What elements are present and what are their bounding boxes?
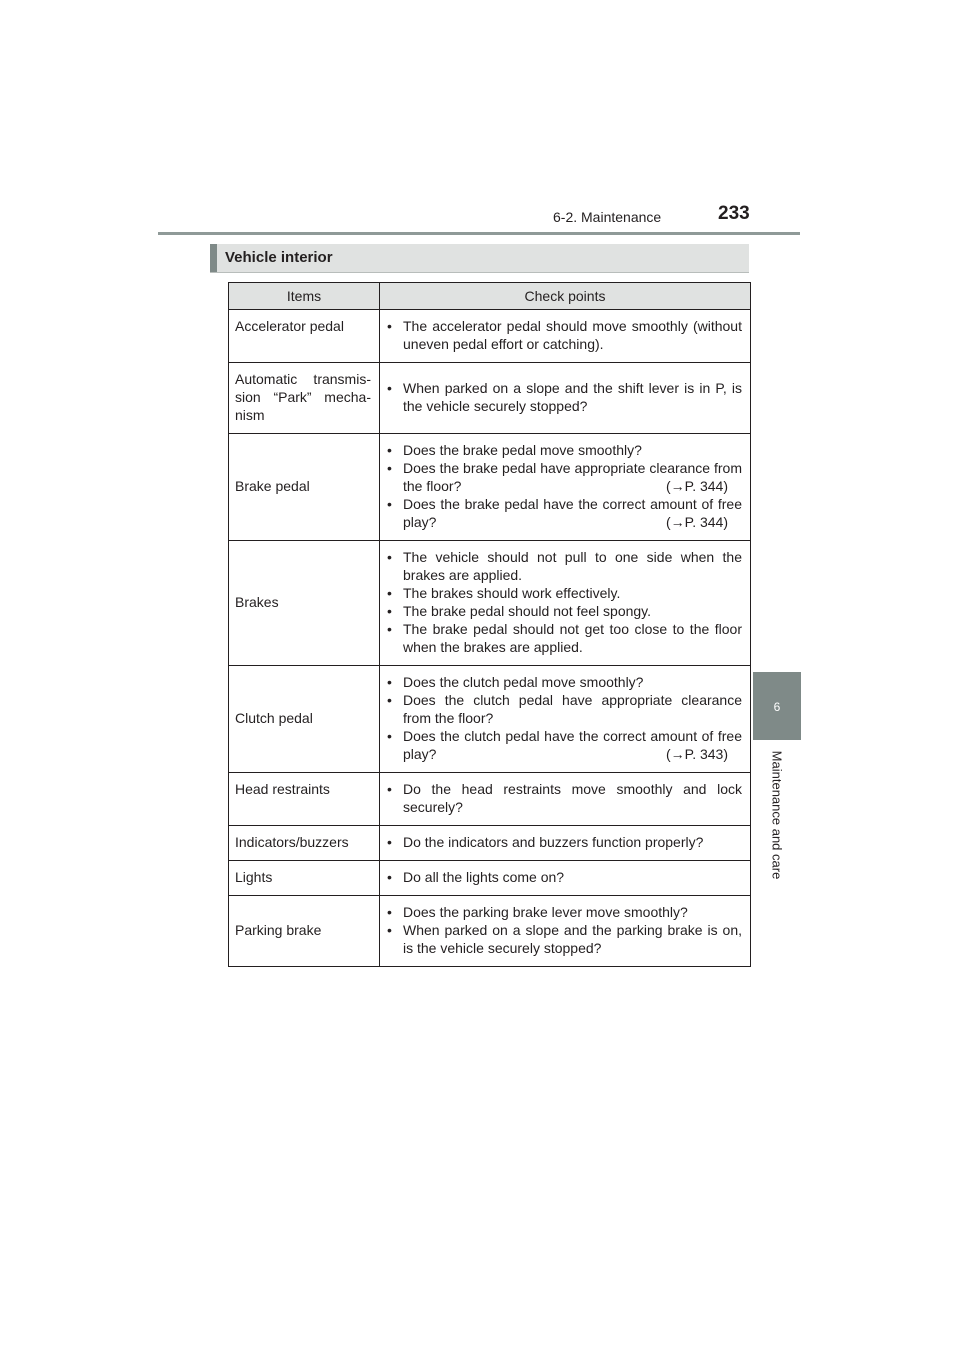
item-cell: Brake pedal bbox=[229, 434, 380, 541]
table-row bbox=[229, 666, 751, 773]
check-point: • Does the brake pedal move smoothly? bbox=[386, 441, 742, 459]
check-point: • The vehicle should not pull to one side when the brakes are applied. bbox=[386, 548, 742, 584]
item-cell: Clutch pedal bbox=[229, 666, 380, 773]
chapter-number: 6 bbox=[773, 700, 781, 714]
item-line: Automatic transmis- bbox=[235, 371, 371, 387]
item-cell: Parking brake bbox=[229, 896, 380, 967]
table-row bbox=[229, 826, 751, 861]
check-point bbox=[386, 727, 742, 763]
check-cell bbox=[380, 310, 751, 363]
check-point: • Does the clutch pedal move smoothly? bbox=[386, 673, 742, 691]
check-cell bbox=[380, 826, 751, 861]
check-table bbox=[228, 282, 751, 967]
page-reference: (→P. 343) bbox=[666, 746, 728, 762]
item-cell: Brakes bbox=[229, 541, 380, 666]
check-point: • Do all the lights come on? bbox=[386, 868, 742, 886]
item-cell: Head restraints bbox=[229, 773, 380, 826]
check-point-text: Does the brake pedal have the correct amount of free play? bbox=[403, 496, 742, 530]
item-cell bbox=[229, 363, 380, 434]
item-line: sion “Park” mecha- bbox=[235, 389, 371, 405]
check-cell bbox=[380, 666, 751, 773]
table-row bbox=[229, 861, 751, 896]
check-point: • The brake pedal should not feel spongy. bbox=[386, 602, 742, 620]
check-point: • When parked on a slope and the shift lever is in P, is the vehicle securely stopped? bbox=[386, 379, 742, 415]
table-row bbox=[229, 434, 751, 541]
chapter-label: Maintenance and care bbox=[769, 750, 785, 880]
check-point: • Does the parking brake lever move smoothly? bbox=[386, 903, 742, 921]
check-point: • The accelerator pedal should move smoothly (without uneven pedal effort or catching). bbox=[386, 317, 742, 353]
check-points-column-header: Check points bbox=[380, 283, 751, 310]
item-line: nism bbox=[235, 407, 265, 423]
item-cell: Lights bbox=[229, 861, 380, 896]
page-reference: (→P. 344) bbox=[666, 514, 728, 530]
check-cell bbox=[380, 773, 751, 826]
section-header: 6-2. Maintenance bbox=[553, 209, 662, 225]
section-title: Vehicle interior bbox=[225, 249, 333, 266]
page-number: 233 bbox=[718, 203, 750, 224]
check-point: • When parked on a slope and the parking brake is on, is the vehicle securely stopped? bbox=[386, 921, 742, 957]
check-cell bbox=[380, 896, 751, 967]
check-point bbox=[386, 495, 742, 531]
check-point bbox=[386, 459, 742, 495]
check-point: • The brakes should work effectively. bbox=[386, 584, 742, 602]
section-heading-bar bbox=[210, 244, 217, 272]
check-cell bbox=[380, 434, 751, 541]
item-cell: Indicators/buzzers bbox=[229, 826, 380, 861]
table-row bbox=[229, 896, 751, 967]
items-column-header: Items bbox=[229, 283, 380, 310]
section-heading bbox=[210, 244, 749, 273]
header-rule bbox=[158, 232, 800, 235]
check-point-text: Does the brake pedal have appropriate clearance from the floor? bbox=[403, 460, 742, 494]
check-cell bbox=[380, 363, 751, 434]
check-point: • The brake pedal should not get too close to the floor when the brakes are applied. bbox=[386, 620, 742, 656]
chapter-tab bbox=[753, 672, 801, 740]
table-header-row bbox=[229, 283, 751, 310]
table-row bbox=[229, 773, 751, 826]
check-point: • Does the clutch pedal have appropriate clearance from the floor? bbox=[386, 691, 742, 727]
check-point: • Do the indicators and buzzers function properly? bbox=[386, 833, 742, 851]
table-row bbox=[229, 363, 751, 434]
table-row bbox=[229, 541, 751, 666]
table-row bbox=[229, 310, 751, 363]
item-cell: Accelerator pedal bbox=[229, 310, 380, 363]
check-cell bbox=[380, 541, 751, 666]
check-point-text: Does the clutch pedal have the correct amount of free play? bbox=[403, 728, 742, 762]
check-cell bbox=[380, 861, 751, 896]
page-reference: (→P. 344) bbox=[666, 478, 728, 494]
check-point: • Do the head restraints move smoothly and lock securely? bbox=[386, 780, 742, 816]
